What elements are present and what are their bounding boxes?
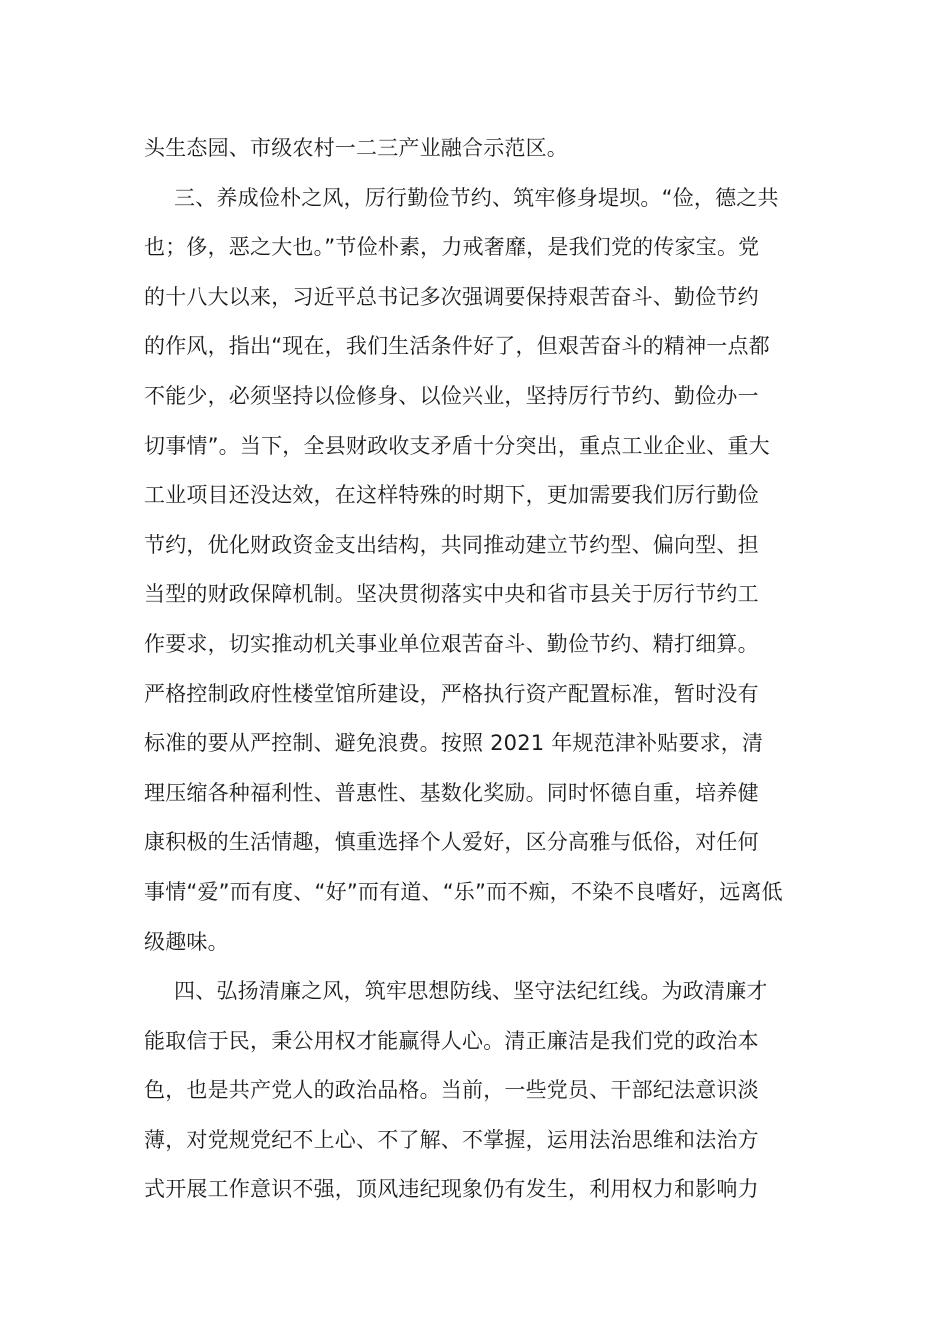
text-line: 能取信于民，秉公用权才能赢得人心。清正廉洁是我们党的政治本 — [144, 1028, 759, 1053]
text-line: 理压缩各种福利性、普惠性、基数化奖励。同时怀德自重，培养健 — [144, 780, 759, 805]
text-line: 严格控制政府性楼堂馆所建设，严格执行资产配置标准，暂时没有 — [144, 681, 759, 706]
text-line: 的作风，指出“现在，我们生活条件好了，但艰苦奋斗的精神一点都 — [144, 334, 770, 359]
text-line: 切事情”。当下，全县财政收支矛盾十分突出，重点工业企业、重大 — [144, 433, 770, 458]
text-line: 也；侈，恶之大也。”节俭朴素，力戒奢靡，是我们党的传家宝。党 — [144, 235, 760, 260]
text-line: 工业项目还没达效，在这样特殊的时期下，更加需要我们厉行勤俭 — [144, 483, 759, 508]
text-line: 薄，对党规党纪不上心、不了解、不掌握，运用法治思维和法治方 — [144, 1127, 759, 1152]
text-line: 事情“爱”而有度、“好”而有道、“乐”而不痴，不染不良嗜好，远离低 — [144, 879, 783, 904]
text-line: 不能少，必须坚持以俭修身、以俭兴业，坚持厉行节约、勤俭办一 — [144, 383, 759, 408]
text-line: 式开展工作意识不强，顶风违纪现象仍有发生，利用权力和影响力 — [144, 1177, 759, 1202]
text-line: 头生态园、市级农村一二三产业融合示范区。 — [144, 136, 568, 160]
text-line: 康积极的生活情趣，慎重选择个人爱好，区分高雅与低俗，对任何 — [144, 830, 759, 855]
text-line: 标准的要从严控制、避免浪费。按照 2021 年规范津补贴要求，清 — [144, 731, 764, 756]
paragraph-start-line: 三、养成俭朴之风，厉行勤俭节约、筑牢修身堤坝。“俭，德之共 — [174, 185, 779, 210]
body-text — [144, 124, 806, 1215]
text-line: 的十八大以来，习近平总书记多次强调要保持艰苦奋斗、勤俭节约 — [144, 284, 759, 309]
text-line: 当型的财政保障机制。坚决贯彻落实中央和省市县关于厉行节约工 — [144, 582, 759, 607]
text-line: 级趣味。 — [144, 929, 229, 954]
text-line: 作要求，切实推动机关事业单位艰苦奋斗、勤俭节约、精打细算。 — [144, 631, 759, 656]
text-line: 节约，优化财政资金支出结构，共同推动建立节约型、偏向型、担 — [144, 532, 759, 557]
paragraph-start-line: 四、弘扬清廉之风，筑牢思想防线、坚守法纪红线。为政清廉才 — [174, 979, 768, 1004]
text-line: 色，也是共产党人的政治品格。当前，一些党员、干部纪法意识淡 — [144, 1078, 759, 1103]
